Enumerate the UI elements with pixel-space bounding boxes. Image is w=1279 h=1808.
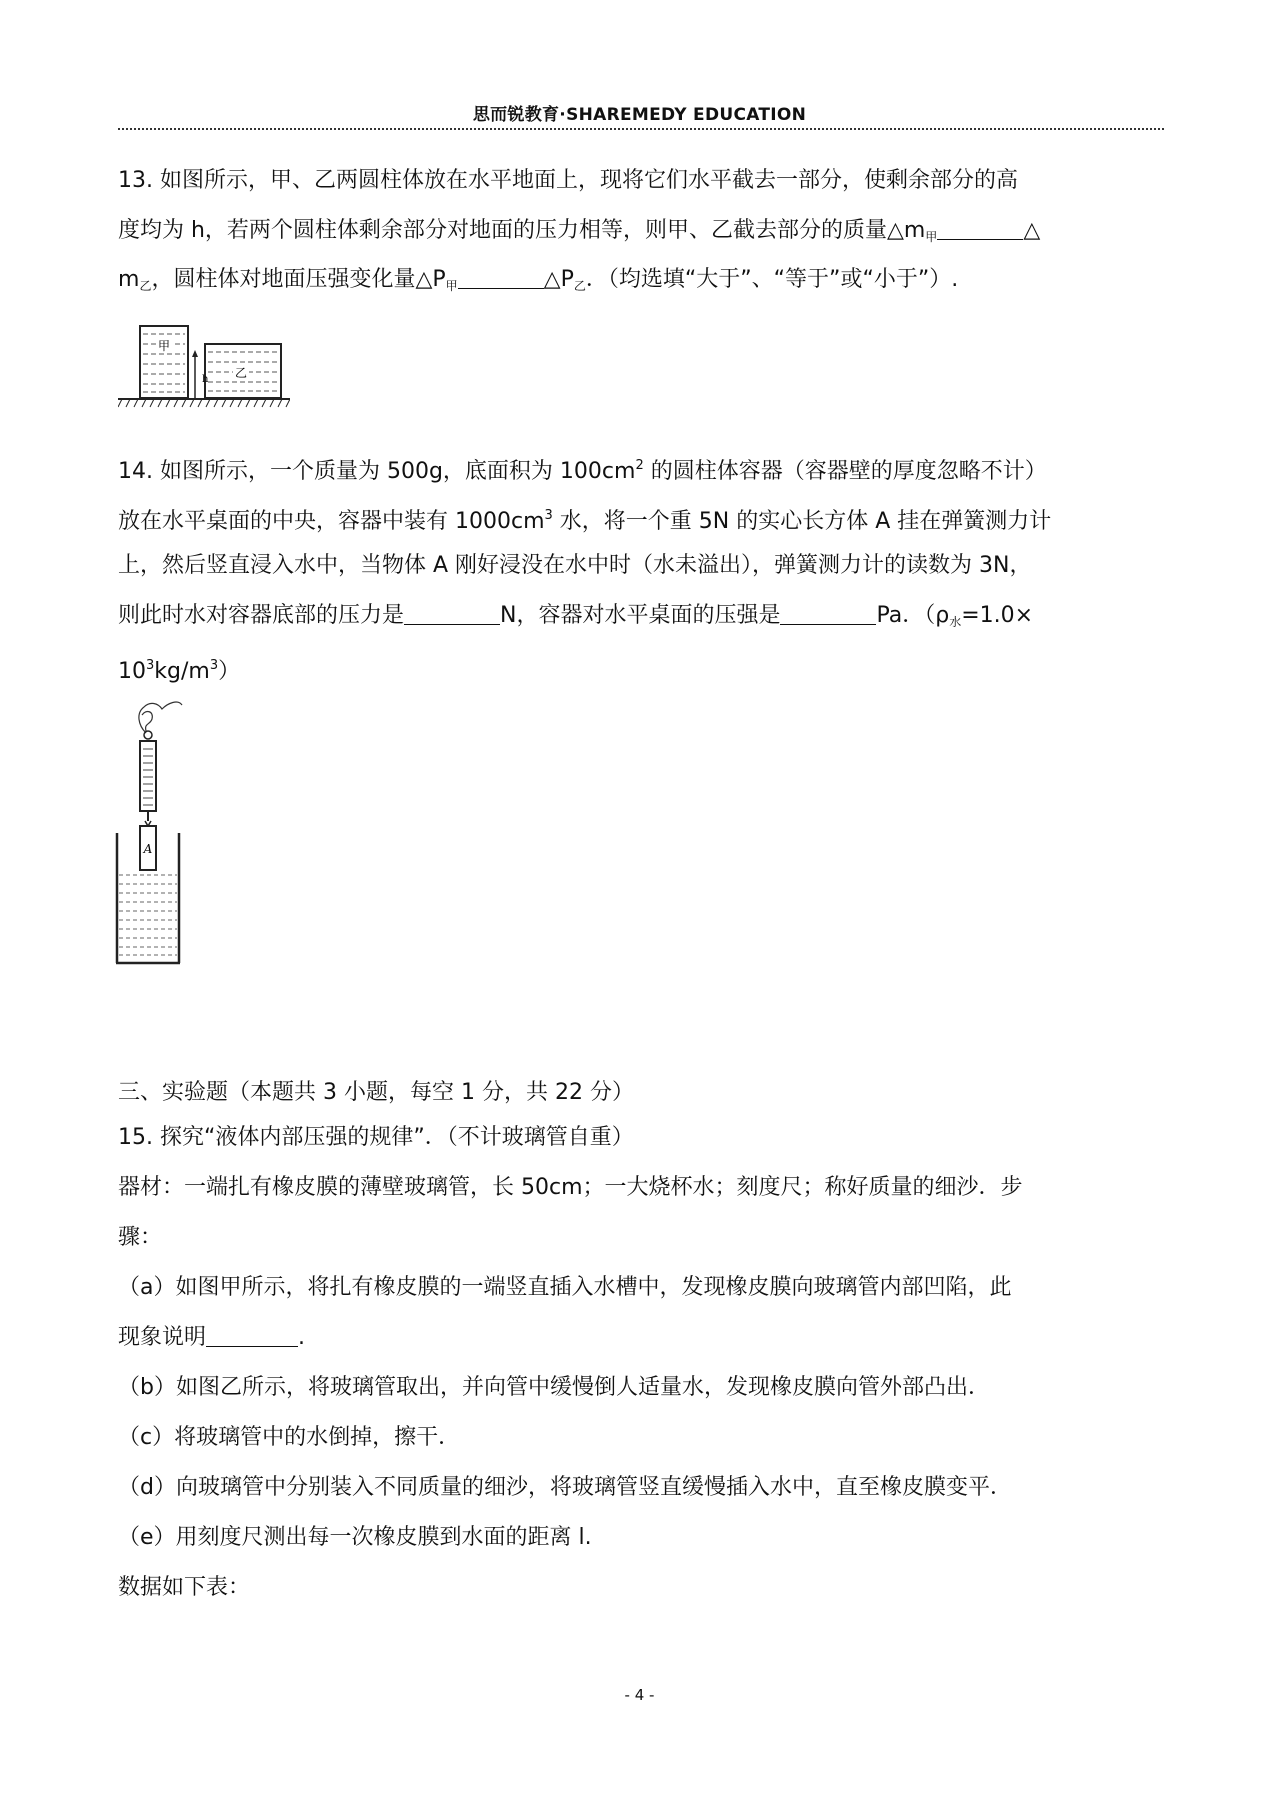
answer-blank [937,217,1023,240]
q14-text: 14. 如图所示，一个质量为 500g，底面积为 100cm [118,459,636,484]
q15-line-3: 骤： [118,1225,163,1250]
q14-line-1 [118,451,1047,487]
q14-text: 则此时水对容器底部的压力是 [118,603,405,628]
page-number: - 4 - [624,1686,655,1704]
q13-cylinders-figure [118,316,290,416]
q14-text: ） [218,659,241,684]
q13-text: m [118,267,140,292]
q14-text: =1.0× [961,603,1034,628]
q14-line-3: 上，然后竖直浸入水中，当物体 A 刚好浸没在水中时（水未溢出），弹簧测力计的读数为 3N， [118,553,1032,578]
superscript: 2 [635,458,644,473]
q13-text: ．（均选填“大于”、“等于”或“小于”）. [585,267,959,292]
q13-line-2 [118,216,1040,252]
q15-line-2: 器材：一端扎有橡皮膜的薄壁玻璃管，长 50cm；一大烧杯水；刻度尺；称好质量的细沙．步 [118,1175,1023,1200]
q15-line-5 [118,1323,305,1353]
q15-line-4: （a）如图甲所示，将扎有橡皮膜的一端竖直插入水槽中，发现橡皮膜向玻璃管内部凹陷，此 [118,1275,1012,1300]
q15-line-1: 15. 探究“液体内部压强的规律”．（不计玻璃管自重） [118,1125,634,1150]
q15-line-8: （d）向玻璃管中分别装入不同质量的细沙，将玻璃管竖直缓慢插入水中，直至橡皮膜变平． [118,1475,1012,1500]
q14-text: kg/m [154,659,210,684]
label-yi: 乙 [234,366,248,380]
q15-text: . [298,1325,306,1350]
label-jia: 甲 [157,339,171,353]
q13-text: △ [1023,218,1041,243]
superscript: 3 [544,508,553,523]
answer-blank [458,266,544,289]
q14-text: Pa．（ρ [876,603,950,628]
subscript: 甲 [445,279,458,293]
subscript: 乙 [573,279,586,293]
answer-blank [404,602,500,625]
q14-text: N，容器对水平桌面的压强是 [500,603,781,628]
subscript: 甲 [925,230,938,244]
q14-text: 水，将一个重 5N 的实心长方体 A 挂在弹簧测力计 [552,509,1052,534]
label-A: A [143,842,153,856]
q14-spring-scale-figure [112,695,184,965]
q13-line-1: 13. 如图所示，甲、乙两圆柱体放在水平地面上，现将它们水平截去一部分，使剩余部分的高 [118,168,1018,193]
q15-line-6: （b）如图乙所示，将玻璃管取出，并向管中缓慢倒人适量水，发现橡皮膜向管外部凸出． [118,1375,990,1400]
page-header: 思而锐教育·SHAREMEDY EDUCATION [472,105,807,125]
q14-text: 10 [118,659,146,684]
q13-line-3 [118,265,958,301]
answer-blank [780,602,876,625]
subscript: 乙 [139,279,152,293]
header-divider [118,128,1164,130]
q15-text: 现象说明 [118,1325,207,1350]
scale-ring [144,731,152,739]
label-h: h [202,374,209,385]
q14-line-2 [118,501,1051,537]
subscript: 水 [949,615,962,629]
q14-line-4 [118,601,1033,637]
q15-line-7: （c）将玻璃管中的水倒掉，擦干． [118,1425,461,1450]
spring-scale-body [140,741,156,811]
superscript: 3 [209,658,219,673]
superscript: 3 [146,658,155,673]
q13-text: △P [543,267,574,292]
q14-text: 放在水平桌面的中央，容器中装有 1000cm [118,509,545,534]
q14-line-5 [118,651,240,687]
q15-line-9: （e）用刻度尺测出每一次橡皮膜到水面的距离 l. [118,1525,592,1550]
q13-text: ，圆柱体对地面压强变化量△P [151,267,446,292]
q13-text: 度均为 h，若两个圆柱体剩余部分对地面的压力相等，则甲、乙截去部分的质量△m [118,218,926,243]
answer-blank [206,1324,298,1347]
cylinder-jia [140,326,188,398]
q14-text: 的圆柱体容器（容器壁的厚度忽略不计） [643,459,1047,484]
q15-line-10: 数据如下表： [118,1575,251,1600]
section-title: 三、实验题（本题共 3 小题，每空 1 分，共 22 分） [118,1080,634,1105]
